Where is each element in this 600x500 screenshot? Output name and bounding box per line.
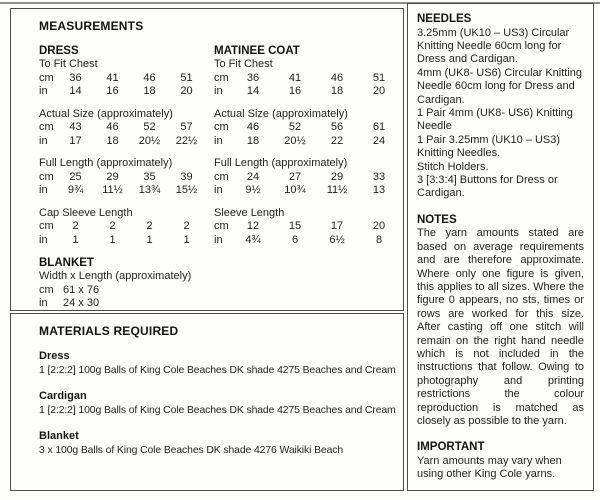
measure-label: Actual Size (approximately) [214, 107, 348, 120]
size-value: 1 [146, 233, 153, 246]
material-item-cardigan [39, 389, 397, 417]
size-value: 20½ [284, 134, 306, 147]
in-row [214, 184, 400, 198]
material-text: 1 [2:2:2] 100g Balls of King Cole Beaches DK shade 4275 Beaches and Cream [39, 365, 396, 376]
size-value: 11½ [326, 184, 348, 196]
size-value: 8 [375, 233, 383, 246]
unit-label-cm: cm [39, 121, 54, 133]
size-value: 46 [106, 121, 119, 133]
size-value: 1 [72, 233, 79, 246]
unit-label-in: in [39, 184, 48, 196]
needles-title: NEEDLES [417, 13, 472, 25]
size-value: 41 [288, 71, 302, 84]
size-value: 41 [106, 71, 119, 84]
measurements-columns [39, 44, 399, 311]
measure-label: Cap Sleeve Length [39, 206, 133, 219]
blanket-measurements [39, 256, 214, 311]
size-value: 9¾ [67, 184, 84, 196]
measurements-section [10, 8, 404, 311]
size-value: 18 [143, 85, 156, 97]
size-value: 2 [109, 220, 116, 232]
size-value: 17 [330, 220, 344, 232]
size-value: 18 [246, 134, 260, 147]
matinee-coat-title: MATINEE COAT [214, 45, 300, 57]
cm-row [39, 171, 214, 185]
cm-row [214, 220, 400, 234]
size-value: 51 [372, 71, 386, 84]
unit-label-cm: cm [214, 220, 229, 232]
size-value: 4¾ [245, 233, 261, 246]
notes-title: NOTES [417, 213, 457, 226]
unit-label-in: in [39, 85, 48, 97]
material-text: 3 x 100g Balls of King Cole Beaches DK shade 4276 Waikiki Beach [39, 445, 344, 456]
size-value: 9½ [245, 184, 261, 196]
in-row [39, 297, 214, 311]
size-value: 6½ [329, 233, 345, 246]
size-value: 20½ [138, 134, 161, 147]
material-item-blanket [39, 429, 397, 457]
size-value: 52 [288, 121, 302, 133]
measure-label: Full Length (approximately) [214, 157, 348, 169]
matinee-to-fit-chest [214, 58, 400, 99]
matinee-sleeve-length [214, 207, 400, 248]
size-value: 46 [330, 71, 344, 84]
needles-notes-section [407, 3, 594, 491]
material-item-dress [39, 349, 397, 377]
material-name: Cardigan [39, 390, 87, 402]
size-value: 14 [246, 85, 260, 97]
size-value: 13 [372, 184, 386, 196]
size-value: 43 [69, 121, 82, 133]
cm-row [39, 284, 214, 298]
in-row [39, 85, 214, 99]
size-value: 11½ [102, 184, 123, 196]
cm-row [39, 220, 214, 234]
size-value: 51 [180, 71, 193, 84]
unit-label-cm: cm [39, 283, 54, 296]
size-value: 2 [72, 220, 79, 232]
unit-label-cm: cm [39, 220, 54, 232]
dress-to-fit-chest [39, 58, 214, 99]
in-row [214, 234, 400, 248]
in-row [39, 135, 214, 149]
size-value: 25 [69, 170, 82, 183]
measure-label: Full Length (approximately) [39, 157, 173, 169]
size-value: 56 [330, 121, 344, 133]
needle-item: 3 [3:3:4] Buttons for Dress or Cardigan. [417, 173, 558, 200]
unit-label-in: in [214, 184, 223, 196]
size-value: 52 [143, 121, 156, 133]
size-value: 14 [69, 85, 82, 97]
size-value: 20 [180, 85, 193, 97]
needle-item: 4mm (UK8- US6) Circular Knitting Needle 60cm long for Dress and Cardigan. [417, 66, 583, 106]
size-value: 33 [372, 170, 386, 183]
size-value: 18 [106, 134, 119, 147]
materials-title: MATERIALS REQUIRED [39, 324, 179, 338]
size-value: 2 [183, 220, 190, 232]
unit-label-in: in [39, 297, 48, 309]
needle-item: 1 Pair 4mm (UK8- US6) Knitting Needle [417, 106, 573, 133]
important-title: IMPORTANT [417, 441, 485, 454]
size-value: 6 [291, 233, 299, 246]
unit-label-cm: cm [214, 71, 229, 84]
matinee-full-length [214, 157, 400, 198]
dress-full-length [39, 157, 214, 198]
size-value: 16 [288, 85, 302, 97]
cm-row [214, 121, 400, 135]
size-value: 1 [183, 233, 190, 246]
material-text: 1 [2:2:2] 100g Balls of King Cole Beaches DK shade 4275 Beaches and Cream [39, 405, 396, 416]
blanket-cm-value: 61 x 76 [63, 283, 100, 296]
size-value: 24 [372, 134, 386, 147]
needle-item: Stitch Holders. [417, 160, 489, 173]
size-value: 1 [109, 233, 116, 246]
size-value: 20 [372, 220, 386, 232]
needle-item: 1 Pair 3.25mm (UK10 – US3) Knitting Needles. [417, 133, 561, 160]
size-value: 46 [143, 71, 156, 84]
size-value: 20 [372, 85, 386, 97]
dress-cap-sleeve-length [39, 207, 214, 248]
unit-label-in: in [214, 134, 223, 147]
size-value: 2 [146, 220, 153, 232]
material-name: Dress [39, 350, 70, 362]
measure-label: Sleeve Length [214, 206, 285, 219]
measure-label: To Fit Chest [39, 58, 98, 70]
notes-text: The yarn amounts stated are based on average requirements and are therefore approximate. Where only one figure is given, this applies to all sizes. Where the figure 0 appears, no sts, times or rows are worked for this size. After casting off one stitch will remain on the right hand needle which is not included in the instructions that follow. Owing to photography and printing restrictions the colour reproduction is matched as closely as possible to the yarn. [417, 227, 584, 427]
in-row [39, 184, 214, 198]
size-value: 61 [372, 121, 386, 133]
unit-label-in: in [39, 134, 48, 147]
size-value: 22½ [175, 134, 198, 147]
unit-label-in: in [214, 85, 223, 97]
cm-row [214, 72, 400, 86]
size-value: 36 [69, 71, 82, 84]
measurements-title: MEASUREMENTS [39, 19, 144, 33]
size-value: 17 [69, 134, 82, 147]
materials-section [10, 313, 404, 491]
size-value: 35 [143, 170, 156, 183]
cm-row [214, 171, 400, 185]
unit-label-cm: cm [214, 170, 229, 183]
size-value: 13¾ [138, 184, 161, 196]
measure-label: Actual Size (approximately) [39, 107, 173, 120]
dress-title: DRESS [39, 45, 79, 57]
important-text: Yarn amounts may vary when using other King Cole yarns. [417, 454, 562, 481]
in-row [39, 234, 214, 248]
material-name: Blanket [39, 430, 79, 442]
in-row [214, 85, 400, 99]
in-row [214, 135, 400, 149]
matinee-actual-size [214, 108, 400, 149]
unit-label-in: in [39, 233, 48, 246]
blanket-title: BLANKET [39, 257, 94, 269]
unit-label-in: in [214, 233, 223, 246]
size-value: 15½ [175, 184, 198, 196]
size-value: 36 [246, 71, 260, 84]
cm-row [39, 72, 214, 86]
needle-item: 3.25mm (UK10 – US3) Circular Knitting Needle 60cm long for Dress and Cardigan. [417, 26, 570, 66]
size-value: 29 [330, 170, 344, 183]
measure-label: To Fit Chest [214, 58, 273, 70]
unit-label-cm: cm [214, 121, 229, 133]
size-value: 10¾ [284, 184, 306, 196]
blanket-in-value: 24 x 30 [63, 297, 100, 309]
size-value: 46 [246, 121, 260, 133]
matinee-coat-column [214, 44, 400, 311]
size-value: 24 [246, 170, 260, 183]
size-value: 27 [288, 170, 302, 183]
size-value: 16 [106, 85, 119, 97]
unit-label-cm: cm [39, 71, 54, 84]
cm-row [39, 121, 214, 135]
dress-column [39, 44, 214, 311]
size-value: 22 [330, 134, 344, 147]
size-value: 39 [180, 170, 193, 183]
size-value: 29 [106, 170, 119, 183]
size-value: 57 [180, 121, 193, 133]
dress-actual-size [39, 108, 214, 149]
size-value: 12 [246, 220, 260, 232]
size-value: 15 [288, 220, 302, 232]
blanket-label: Width x Length (approximately) [39, 270, 192, 282]
size-value: 18 [330, 85, 344, 97]
unit-label-cm: cm [39, 170, 54, 183]
